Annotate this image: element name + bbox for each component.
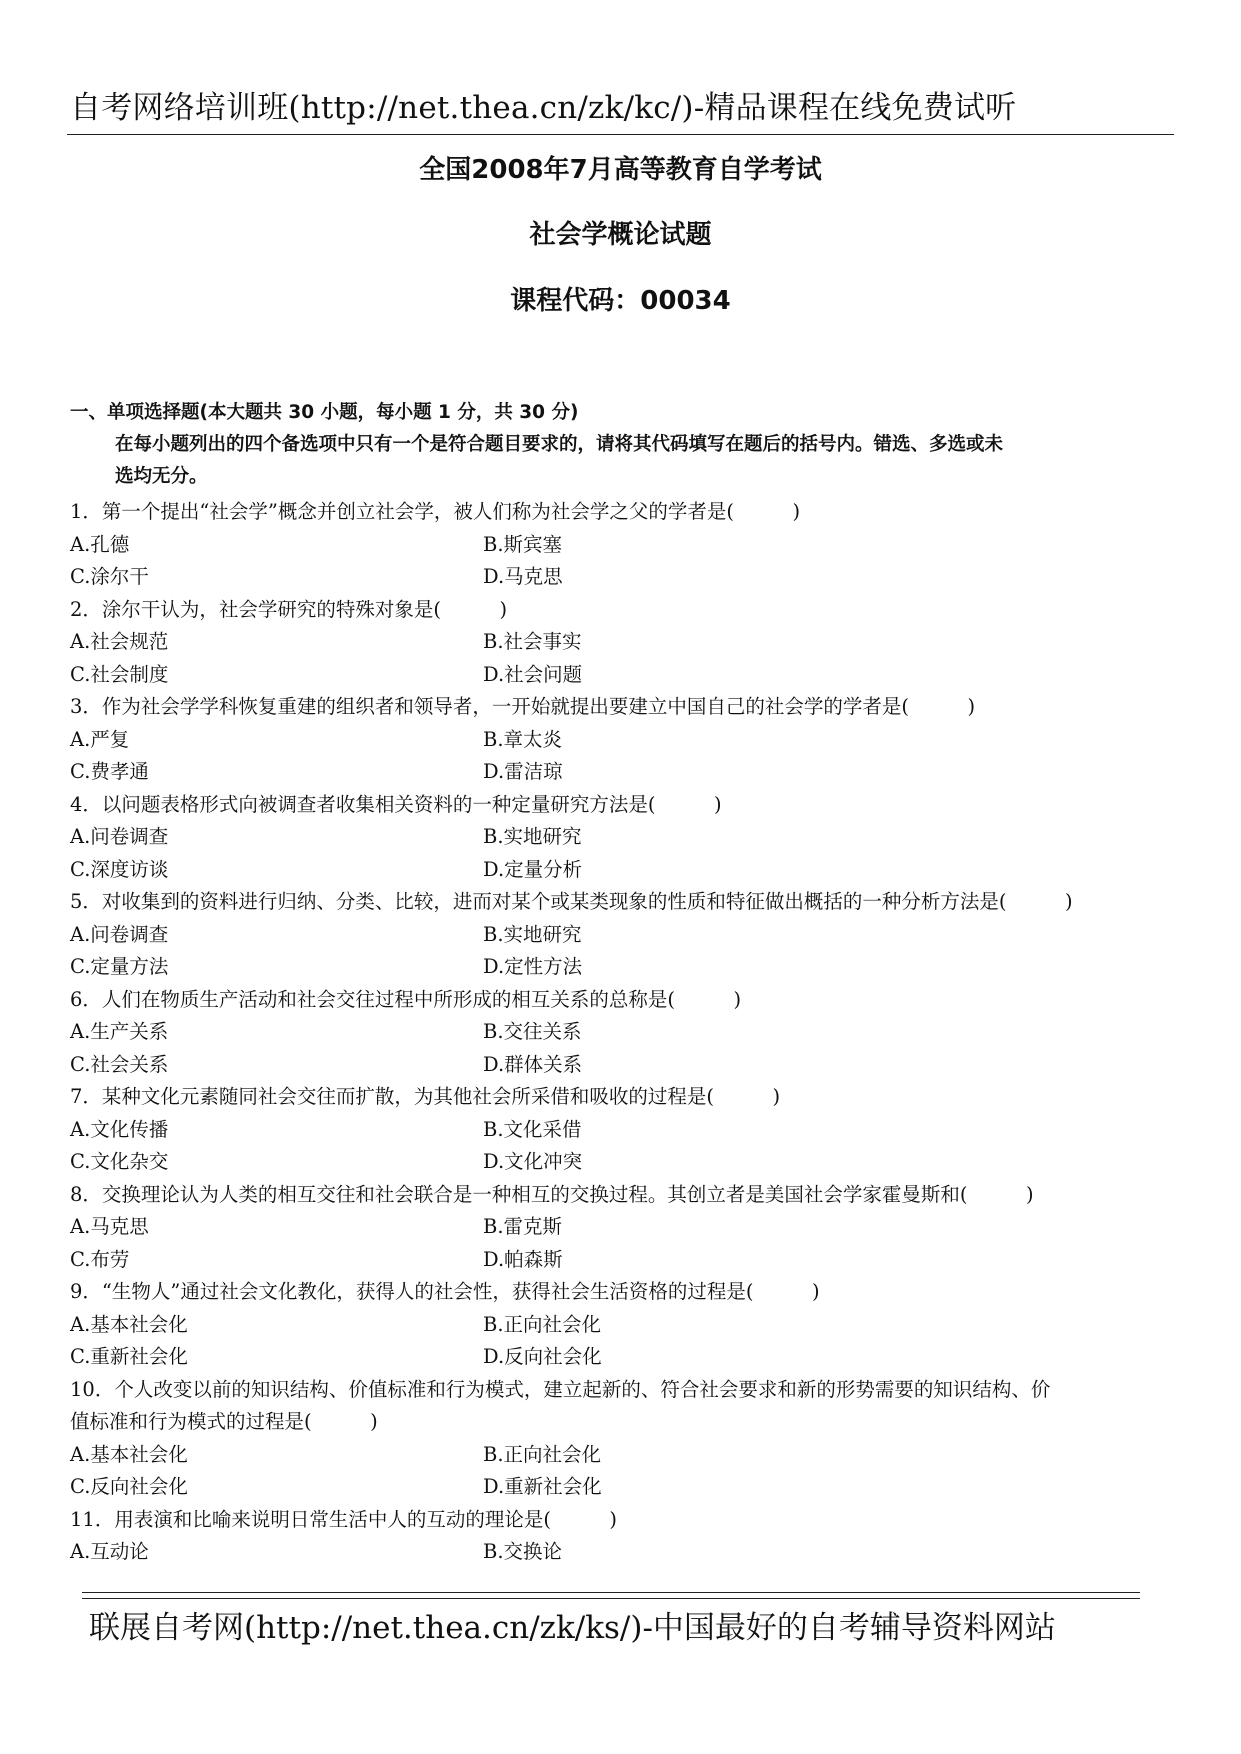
- answer-option: C.反向社会化: [70, 1475, 188, 1498]
- answer-option: D.重新社会化: [483, 1475, 602, 1498]
- answer-option: B.文化采借: [483, 1117, 582, 1141]
- answer-option: B.实地研究: [483, 825, 582, 848]
- answer-option: B.雷克斯: [483, 1215, 563, 1238]
- answer-option: A.孔德: [70, 532, 130, 556]
- option-row: [70, 659, 1200, 692]
- option-row: [70, 919, 1200, 952]
- answer-option: A.基本社会化: [70, 1442, 188, 1466]
- question-item: [70, 1374, 1200, 1504]
- option-row: [70, 1146, 1200, 1179]
- option-row: [70, 1016, 1200, 1049]
- answer-option: B.斯宾塞: [483, 532, 563, 556]
- answer-option: A.问卷调查: [70, 922, 169, 946]
- question-stem: 7．某种文化元素随同社会交往而扩散，为其他社会所采借和吸收的过程是( ): [70, 1085, 781, 1108]
- section-instruction-line-1: 在每小题列出的四个备选项中只有一个是符合题目要求的，请将其代码填写在题后的括号内。错选、多选或未: [115, 434, 1004, 455]
- question-stem: 5．对收集到的资料进行归纳、分类、比较，进而对某个或某类现象的性质和特征做出概括的一种分析方法是( ): [70, 890, 1073, 913]
- page-header: 自考网络培训班(http://net.thea.cn/zk/kc/)-精品课程在线免费试听: [70, 90, 1017, 126]
- answer-option: A.社会规范: [70, 630, 169, 653]
- option-row: [70, 756, 1200, 789]
- answer-option: A.生产关系: [70, 1020, 169, 1043]
- footer-rule-top: [82, 1592, 1140, 1593]
- question-stem: 9．“生物人”通过社会文化教化，获得人的社会性，获得社会生活资格的过程是( ): [70, 1280, 820, 1303]
- answer-option: B.交往关系: [483, 1020, 582, 1043]
- option-row: [70, 854, 1200, 887]
- question-item: [70, 886, 1200, 984]
- question-item: [70, 984, 1200, 1082]
- answer-option: B.交换论: [483, 1540, 563, 1563]
- answer-option: A.马克思: [70, 1215, 149, 1238]
- question-item: [70, 1276, 1200, 1374]
- option-row: [70, 1211, 1200, 1244]
- subject-title: 社会学概论试题: [529, 220, 712, 250]
- option-row: [70, 1439, 1200, 1472]
- question-item: [70, 594, 1200, 692]
- question-item: [70, 496, 1200, 594]
- question-item: [70, 789, 1200, 887]
- header-rule: [67, 134, 1174, 135]
- option-row: [70, 1309, 1200, 1342]
- answer-option: C.涂尔干: [70, 565, 149, 588]
- answer-option: D.定性方法: [483, 955, 583, 978]
- answer-option: C.深度访谈: [70, 857, 169, 881]
- section-heading: 一、单项选择题(本大题共 30 小题，每小题 1 分，共 30 分): [70, 402, 579, 423]
- question-stem: 3．作为社会学学科恢复重建的组织者和领导者，一开始就提出要建立中国自己的社会学的学者是( ): [70, 695, 976, 718]
- exam-title: 全国2008年7月高等教育自学考试: [419, 155, 822, 185]
- answer-option: B.正向社会化: [483, 1442, 602, 1466]
- answer-option: D.群体关系: [483, 1052, 583, 1076]
- question-stem: 值标准和行为模式的过程是( ): [70, 1410, 378, 1433]
- answer-option: B.社会事实: [483, 630, 582, 653]
- option-row: [70, 1244, 1200, 1277]
- answer-option: C.布劳: [70, 1247, 130, 1271]
- question-stem: 2．涂尔干认为，社会学研究的特殊对象是( ): [70, 597, 508, 621]
- question-stem: 11．用表演和比喻来说明日常生活中人的互动的理论是( ): [70, 1507, 618, 1531]
- answer-option: D.马克思: [483, 565, 563, 588]
- option-row: [70, 1536, 1200, 1569]
- answer-option: A.互动论: [70, 1540, 149, 1563]
- option-row: [70, 626, 1200, 659]
- answer-option: D.反向社会化: [483, 1345, 602, 1368]
- question-stem: 6．人们在物质生产活动和社会交往过程中所形成的相互关系的总称是( ): [70, 987, 742, 1011]
- course-code: 课程代码：00034: [510, 286, 731, 316]
- question-stem: 4．以问题表格形式向被调查者收集相关资料的一种定量研究方法是( ): [70, 792, 722, 816]
- option-row: [70, 1471, 1200, 1504]
- answer-option: C.社会制度: [70, 662, 169, 686]
- question-item: [70, 691, 1200, 789]
- answer-option: C.定量方法: [70, 955, 169, 978]
- answer-option: D.文化冲突: [483, 1150, 583, 1173]
- question-item: [70, 1081, 1200, 1179]
- answer-option: B.实地研究: [483, 922, 582, 946]
- question-stem: 10．个人改变以前的知识结构、价值标准和行为模式，建立起新的、符合社会要求和新的形势需要的知识结构、价: [70, 1377, 1051, 1401]
- answer-option: B.正向社会化: [483, 1312, 602, 1336]
- option-row: [70, 1341, 1200, 1374]
- answer-option: C.费孝通: [70, 760, 149, 783]
- answer-option: A.文化传播: [70, 1117, 169, 1141]
- question-item: [70, 1179, 1200, 1277]
- question-stem: 1．第一个提出“社会学”概念并创立社会学，被人们称为社会学之父的学者是( ): [70, 500, 801, 523]
- option-row: [70, 724, 1200, 757]
- option-row: [70, 1049, 1200, 1082]
- question-list: [70, 496, 1200, 1569]
- page-footer: 联展自考网(http://net.thea.cn/zk/ks/)-中国最好的自考辅导资料网站: [89, 1610, 1056, 1646]
- option-row: [70, 529, 1200, 562]
- option-row: [70, 821, 1200, 854]
- answer-option: A.严复: [70, 727, 130, 751]
- answer-option: C.社会关系: [70, 1052, 169, 1076]
- option-row: [70, 561, 1200, 594]
- answer-option: D.社会问题: [483, 662, 583, 686]
- option-row: [70, 1114, 1200, 1147]
- question-item: [70, 1504, 1200, 1569]
- answer-option: B.章太炎: [483, 727, 563, 751]
- section-instruction-line-2: 选均无分。: [115, 466, 208, 487]
- answer-option: D.定量分析: [483, 857, 583, 881]
- answer-option: A.问卷调查: [70, 825, 169, 848]
- answer-option: C.文化杂交: [70, 1150, 169, 1173]
- answer-option: A.基本社会化: [70, 1312, 188, 1336]
- answer-option: D.雷洁琼: [483, 760, 563, 783]
- answer-option: C.重新社会化: [70, 1345, 188, 1368]
- answer-option: D.帕森斯: [483, 1247, 563, 1271]
- option-row: [70, 951, 1200, 984]
- question-stem: 8．交换理论认为人类的相互交往和社会联合是一种相互的交换过程。其创立者是美国社会学家霍曼斯和( ): [70, 1182, 1034, 1206]
- footer-rule-bottom: [82, 1598, 1140, 1599]
